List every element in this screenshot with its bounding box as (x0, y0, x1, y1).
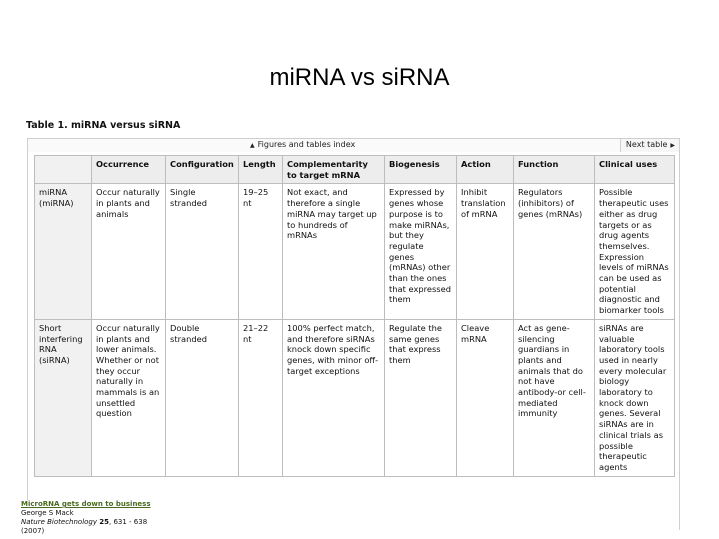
header-biogenesis: Biogenesis (385, 156, 457, 184)
arrow-right-icon: ▶ (670, 142, 675, 149)
table-cell: 21–22 nt (239, 319, 283, 476)
table-cell: Regulate the same genes that express them (385, 319, 457, 476)
table-cell: Act as gene-silencing guardians in plants and animals that do not have antibody-or cell-mediated immunity (514, 319, 595, 476)
row-header-sirna: Short interfering RNA (siRNA) (35, 319, 92, 476)
header-complementarity: Complementarity to target mRNA (283, 156, 385, 184)
table-cell: Not exact, and therefore a single miRNA may target up to hundreds of mRNAs (283, 184, 385, 319)
citation-author: George S Mack (21, 509, 74, 517)
table-cell: 100% perfect match, and therefore siRNAs knock down specific genes, with minor off-target exceptions (283, 319, 385, 476)
citation-source (21, 518, 167, 536)
table-cell: siRNAs are valuable laboratory tools used in nearly every molecular biology laboratory to knock down genes. Several siRNAs are in clinical trials as possible therapeutic agents (595, 319, 675, 476)
header-configuration: Configuration (166, 156, 239, 184)
comparison-table (34, 155, 675, 477)
slide-title: miRNA vs siRNA (269, 64, 450, 91)
table-cell: Double stranded (166, 319, 239, 476)
header-corner (35, 156, 92, 184)
figures-index-link[interactable] (250, 140, 355, 149)
citation-title-link[interactable]: MicroRNA gets down to business (21, 500, 151, 508)
table-cell: Single stranded (166, 184, 239, 319)
table-cell: Regulators (inhibitors) of genes (mRNAs) (514, 184, 595, 319)
figures-index-label: Figures and tables index (257, 140, 356, 149)
table-cell: Possible therapeutic uses either as drug targets or as drug agents themselves. Expression levels of miRNAs can be used as potential diagnostic and biomarker tools (595, 184, 675, 319)
next-table-link[interactable] (620, 139, 679, 153)
table-cell: Cleave mRNA (457, 319, 514, 476)
table-cell: Occur naturally in plants and lower animals. Whether or not they occur naturally in mammals is an unsettled question (92, 319, 166, 476)
next-table-label: Next table (625, 140, 668, 149)
header-clinical-uses: Clinical uses (595, 156, 675, 184)
table-row (35, 184, 675, 319)
row-header-mirna: miRNA (miRNA) (35, 184, 92, 319)
header-occurrence: Occurrence (92, 156, 166, 184)
table-nav-bar (27, 138, 680, 153)
table-header-row (35, 156, 675, 184)
table-cell: Occur naturally in plants and animals (92, 184, 166, 319)
header-length: Length (239, 156, 283, 184)
arrow-up-icon: ▲ (250, 142, 255, 149)
table-frame (27, 152, 680, 530)
table-cell: Expressed by genes whose purpose is to make miRNAs, but they regulate genes (mRNAs) other than the ones that expressed them (385, 184, 457, 319)
table-row (35, 319, 675, 476)
citation-pages: , 631 - 638 (2007) (21, 518, 148, 535)
table-caption: Table 1. miRNA versus siRNA (26, 120, 181, 131)
citation-journal: Nature Biotechnology (21, 518, 98, 526)
header-function: Function (514, 156, 595, 184)
citation-box (21, 500, 167, 536)
citation-volume: 25 (99, 518, 109, 526)
header-action: Action (457, 156, 514, 184)
table-cell: 19–25 nt (239, 184, 283, 319)
table-cell: Inhibit translation of mRNA (457, 184, 514, 319)
